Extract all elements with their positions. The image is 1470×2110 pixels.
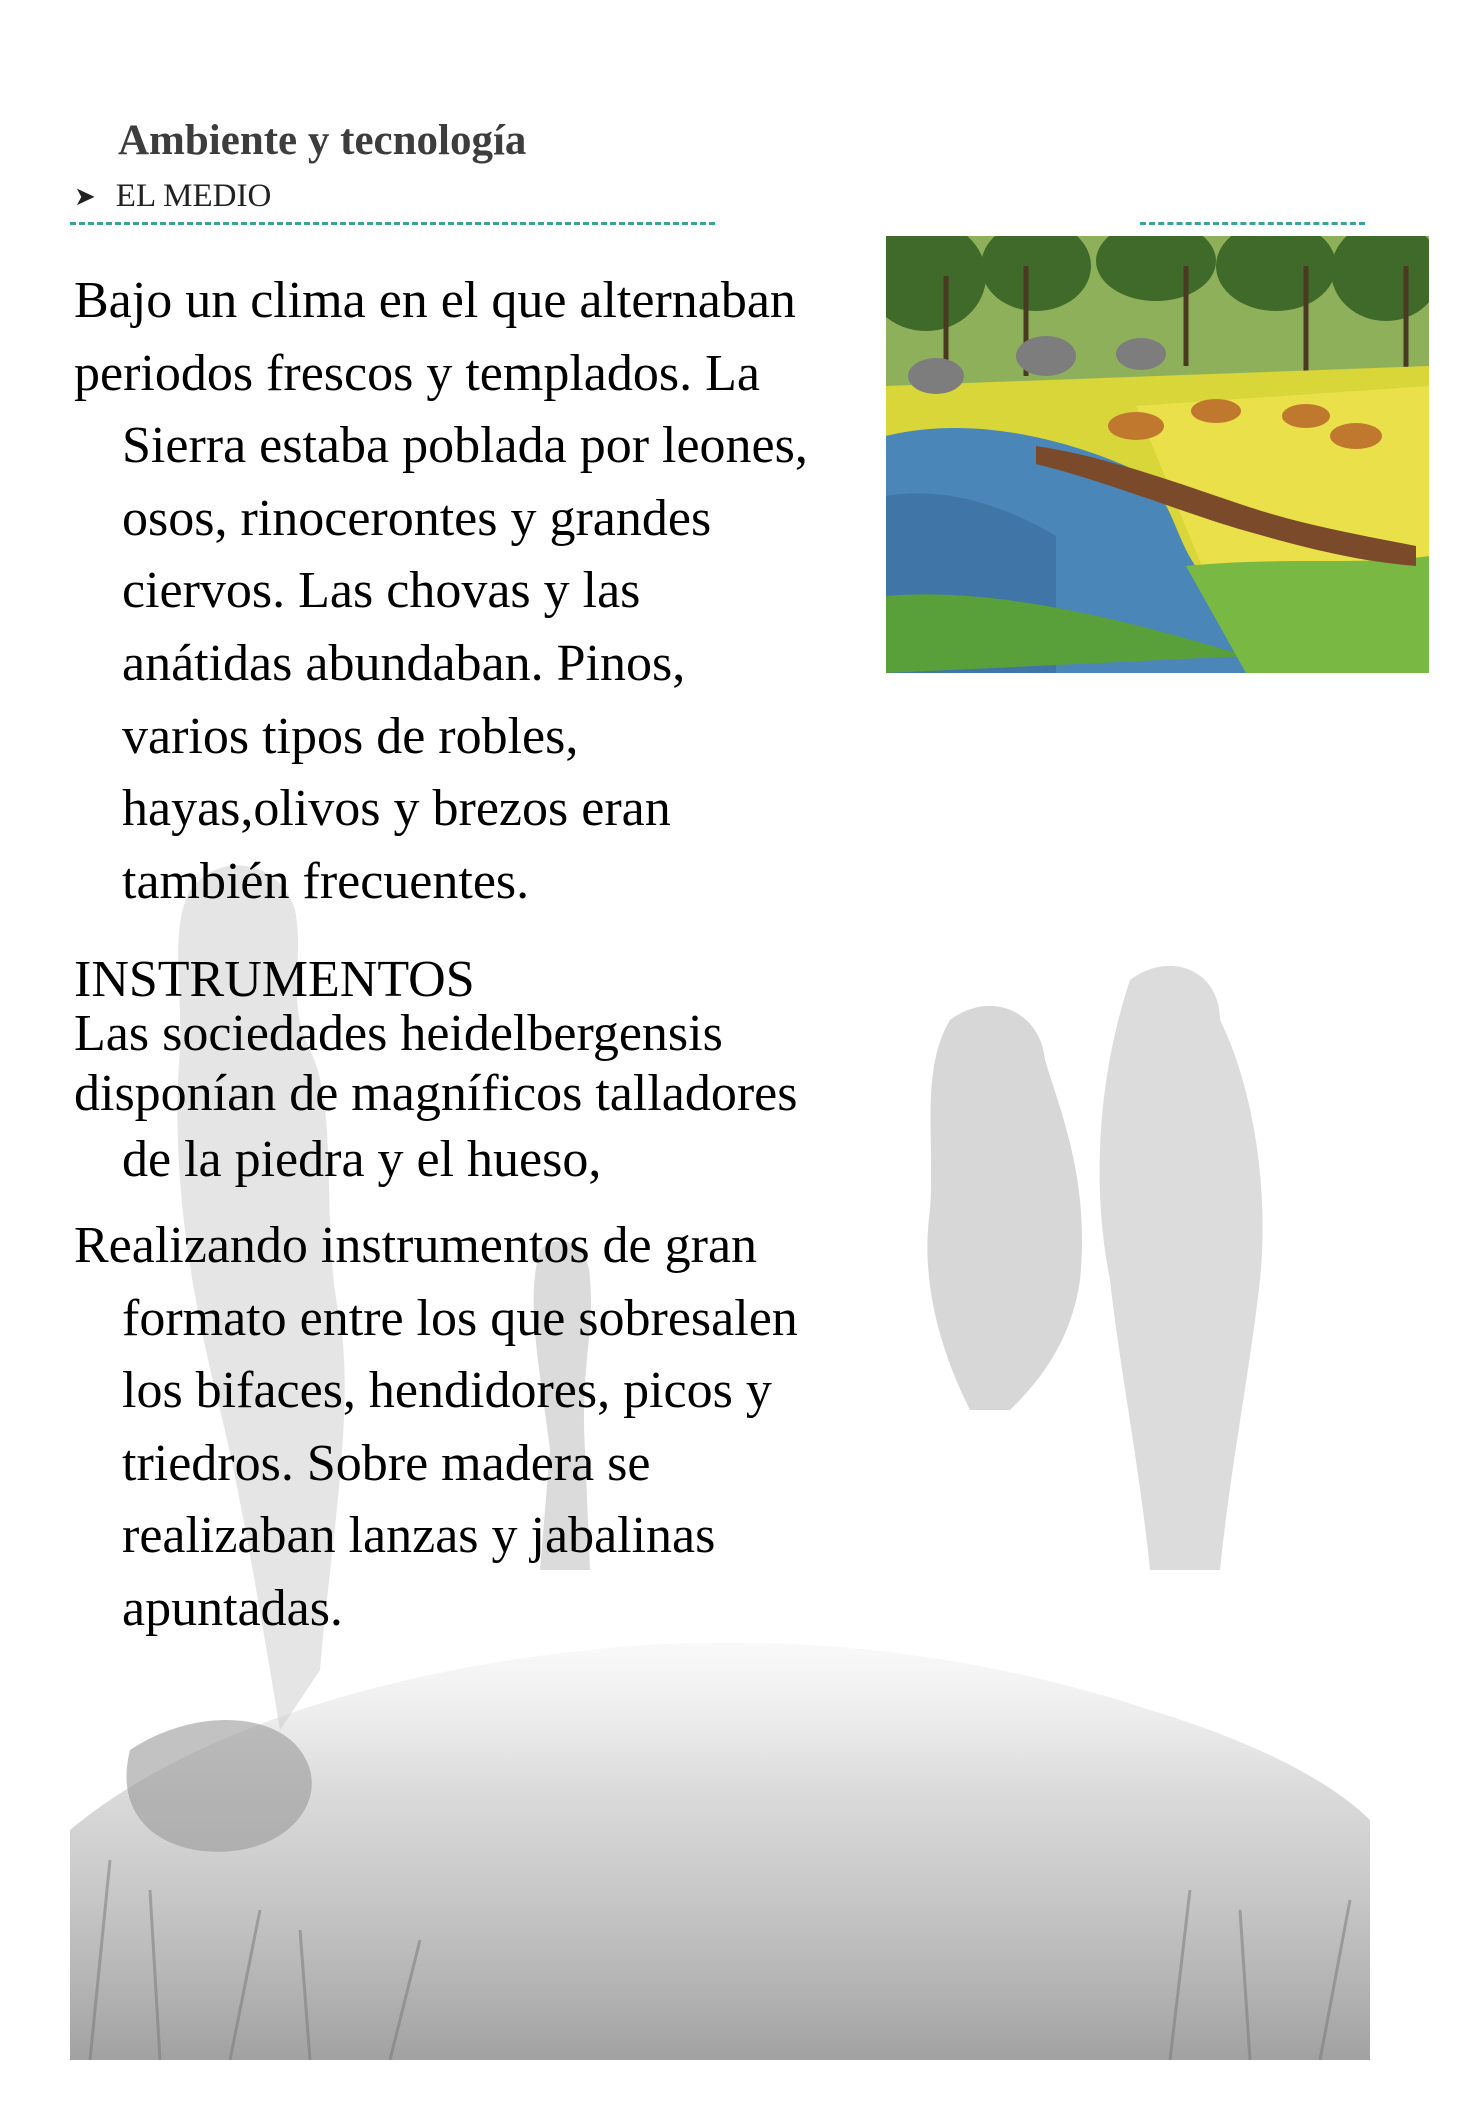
medio-paragraph [74, 265, 904, 918]
medio-line: hayas,olivos y brezos eran [122, 780, 671, 838]
instrumentos-line: de la piedra y el hueso, [122, 1131, 602, 1188]
instrumentos-paragraph-a [74, 1004, 954, 1196]
instrumentos-line: disponían de magníficos talladores [74, 1065, 798, 1122]
instrumentos-paragraph-b [74, 1210, 954, 1646]
medio-line: ciervos. Las chovas y las [122, 562, 641, 620]
medio-line: anátidas abundaban. Pinos, [122, 634, 686, 692]
medio-line: osos, rinocerontes y grandes [122, 489, 712, 547]
section-bullet-label: EL MEDIO [115, 178, 272, 214]
instrumentos-heading: INSTRUMENTOS [74, 951, 475, 1008]
instrumentos-line: apuntadas. [122, 1579, 343, 1637]
section-bullet [74, 178, 271, 215]
landscape-illustration [886, 236, 1429, 673]
dashed-divider-right [1140, 222, 1365, 225]
instrumentos-line: formato entre los que sobresalen [122, 1289, 798, 1347]
medio-line: también frecuentes. [122, 852, 530, 910]
page-title: Ambiente y tecnología [118, 117, 527, 164]
medio-line: periodos frescos y templados. La [74, 344, 760, 402]
arrow-bullet-icon: ➤ [74, 181, 96, 211]
medio-line: Bajo un clima en el que alternaban [74, 272, 796, 329]
medio-line: Sierra estaba poblada por leones, [122, 417, 808, 475]
instrumentos-line: realizaban lanzas y jabalinas [122, 1507, 716, 1565]
dashed-divider [70, 222, 715, 225]
instrumentos-line: Realizando instrumentos de gran [74, 1217, 758, 1274]
instrumentos-line: los bifaces, hendidores, picos y [122, 1362, 772, 1420]
medio-line: varios tipos de robles, [122, 707, 579, 765]
instrumentos-line: Las sociedades heidelbergensis [74, 1005, 723, 1062]
instrumentos-line: triedros. Sobre madera se [122, 1434, 651, 1492]
